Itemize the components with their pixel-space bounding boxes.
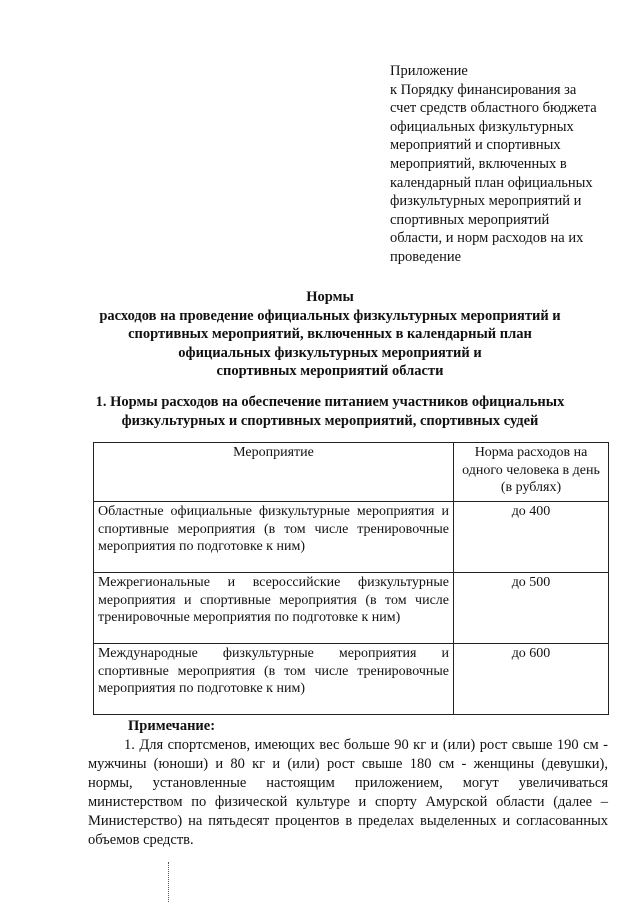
header-event: Мероприятие — [94, 443, 454, 502]
title-line: расходов на проведение официальных физкультурных мероприятий и — [99, 307, 561, 324]
section-line: 1. Нормы расходов на обеспечение питанием участников официальных — [95, 394, 565, 410]
appendix-header — [390, 62, 622, 267]
appendix-line: физкультурных мероприятий и — [390, 193, 582, 210]
appendix-line: области, и норм расходов на их — [390, 230, 584, 247]
title-line: спортивных мероприятий, включенных в календарный план — [128, 326, 532, 342]
norms-table — [93, 442, 609, 715]
table-row — [94, 502, 609, 573]
appendix-line: официальных физкультурных — [390, 118, 574, 135]
document-title — [40, 288, 620, 381]
section-line: физкультурных и спортивных мероприятий, спортивных судей — [121, 413, 539, 429]
table-row — [94, 644, 609, 715]
title-line: спортивных мероприятий области — [216, 363, 444, 379]
appendix-line: мероприятий и спортивных — [390, 137, 561, 154]
note-text: 1. Для спортсменов, имеющих вес больше 90 кг и (или) рост свыше 190 см - мужчины (юноши) и 80 кг и (или) рост свыше 180 см - женщины (девушки), нормы, установленные настоящим приложением, могут увеличиваться министерством по физической культуре и спорту Амурской области (далее – Министерство) на пятьдесят процентов в пределах выделенных и согласованных объемов средств. — [88, 737, 608, 848]
appendix-line: мероприятий, включенных в — [390, 155, 567, 172]
header-norm: Норма расходов на одного человека в день (в рублях) — [454, 443, 609, 502]
appendix-line: Приложение — [390, 63, 468, 79]
table-row — [94, 573, 609, 644]
note-title: Примечание: — [128, 718, 216, 734]
scan-artifact — [168, 862, 170, 902]
event-cell: Межрегиональные и всероссийские физкультурные мероприятия и спортивные мероприятия (в том числе тренировочные мероприятия по подготовке к ним) — [94, 573, 454, 644]
title-line: официальных физкультурных мероприятий и — [178, 344, 482, 361]
appendix-line: счет средств областного бюджета — [390, 100, 597, 117]
event-cell: Областные официальные физкультурные мероприятия и спортивные мероприятия (в том числе тренировочные мероприятия по подготовке к ним) — [94, 502, 454, 573]
table-header-row — [94, 443, 609, 502]
norm-cell: до 400 — [454, 502, 609, 573]
appendix-line: календарный план официальных — [390, 174, 593, 191]
section-heading — [40, 393, 620, 431]
title-line: Нормы — [306, 289, 354, 305]
norm-cell: до 500 — [454, 573, 609, 644]
appendix-line: проведение — [390, 248, 462, 265]
appendix-line: спортивных мероприятий — [390, 211, 550, 228]
norm-cell: до 600 — [454, 644, 609, 715]
appendix-line: к Порядку финансирования за — [390, 81, 577, 98]
event-cell: Международные физкультурные мероприятия и спортивные мероприятия (в том числе тренировочные мероприятия по подготовке к ним) — [94, 644, 454, 715]
